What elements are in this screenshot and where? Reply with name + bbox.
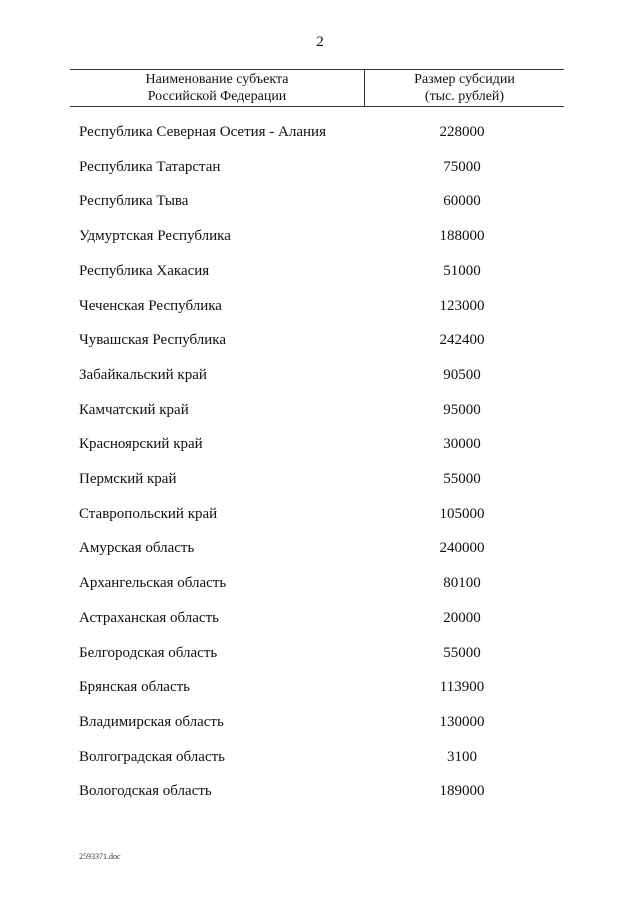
document-filename: 2593371.doc bbox=[79, 852, 121, 861]
subject-name-cell: Белгородская область bbox=[79, 644, 218, 661]
table-row bbox=[0, 601, 640, 636]
table-row bbox=[0, 150, 640, 185]
header-subsidy-amount-line2: (тыс. рублей) bbox=[424, 89, 505, 104]
subject-name-cell: Республика Татарстан bbox=[79, 158, 221, 175]
table-row bbox=[0, 740, 640, 775]
subsidy-amount-cell: 3100 bbox=[447, 748, 477, 765]
subsidy-amount-cell: 60000 bbox=[443, 193, 481, 210]
subject-name-cell: Удмуртская Республика bbox=[79, 228, 231, 245]
table-row bbox=[0, 323, 640, 358]
subsidy-amount-cell: 189000 bbox=[439, 783, 485, 800]
subsidy-amount-cell: 75000 bbox=[443, 158, 481, 175]
table-row bbox=[0, 358, 640, 393]
subsidy-amount-cell: 123000 bbox=[439, 297, 485, 314]
table-row bbox=[0, 462, 640, 497]
subsidy-amount-cell: 55000 bbox=[443, 471, 481, 487]
subsidy-amount-cell: 188000 bbox=[439, 228, 485, 245]
header-subsidy-amount-line1: Размер субсидии bbox=[414, 72, 515, 87]
subject-name-cell: Владимирская область bbox=[79, 713, 224, 730]
subsidy-amount-cell: 20000 bbox=[443, 609, 481, 626]
subsidy-amount-cell: 228000 bbox=[439, 124, 485, 140]
table-row bbox=[0, 115, 640, 150]
page-number: 2 bbox=[316, 34, 324, 50]
table-header bbox=[70, 69, 564, 107]
subject-name-cell: Красноярский край bbox=[79, 436, 203, 453]
header-subject-name-line2: Российской Федерации bbox=[147, 89, 287, 104]
subsidy-amount-cell: 240000 bbox=[439, 540, 485, 557]
header-subsidy-amount bbox=[365, 70, 564, 106]
subject-name-cell: Брянская область bbox=[79, 679, 191, 696]
subsidy-amount-cell: 113900 bbox=[439, 679, 485, 696]
subsidy-amount-cell: 95000 bbox=[443, 401, 481, 418]
table-row bbox=[0, 219, 640, 254]
subject-name-cell: Вологодская область bbox=[79, 783, 212, 800]
subject-name-cell: Пермский край bbox=[79, 471, 177, 487]
table-row bbox=[0, 393, 640, 428]
table-row bbox=[0, 427, 640, 462]
table-row bbox=[0, 184, 640, 219]
subject-name-cell: Волгоградская область bbox=[79, 748, 225, 765]
subject-name-cell: Чеченская Республика bbox=[79, 297, 222, 314]
table-row bbox=[0, 636, 640, 671]
subsidy-amount-cell: 80100 bbox=[443, 575, 481, 592]
table-row bbox=[0, 705, 640, 740]
subsidy-amount-cell: 105000 bbox=[439, 505, 485, 522]
subsidy-amount-cell: 30000 bbox=[443, 436, 481, 453]
table-row bbox=[0, 254, 640, 289]
subsidy-amount-cell: 130000 bbox=[439, 713, 485, 730]
subject-name-cell: Архангельская область bbox=[79, 575, 227, 592]
table-row bbox=[0, 497, 640, 532]
subject-name-cell: Республика Хакасия bbox=[79, 262, 210, 279]
subsidy-amount-cell: 51000 bbox=[443, 262, 481, 279]
subsidy-amount-cell: 242400 bbox=[439, 332, 485, 349]
subject-name-cell: Забайкальский край bbox=[79, 366, 207, 383]
table-row bbox=[0, 670, 640, 705]
subject-name-cell: Камчатский край bbox=[79, 401, 189, 418]
subject-name-cell: Республика Северная Осетия - Алания bbox=[79, 124, 326, 140]
subsidy-amount-cell: 55000 bbox=[443, 644, 481, 661]
table-row bbox=[0, 774, 640, 809]
table-row bbox=[0, 289, 640, 324]
table-row bbox=[0, 566, 640, 601]
header-subject-name-line1: Наименование субъекта bbox=[145, 72, 289, 87]
subject-name-cell: Республика Тыва bbox=[79, 193, 189, 210]
subsidy-amount-cell: 90500 bbox=[443, 366, 481, 383]
subject-name-cell: Ставропольский край bbox=[79, 505, 218, 522]
header-subject-name bbox=[70, 70, 365, 106]
subject-name-cell: Астраханская область bbox=[79, 609, 219, 626]
subject-name-cell: Амурская область bbox=[79, 540, 195, 557]
subject-name-cell: Чувашская Республика bbox=[79, 332, 227, 349]
table-row bbox=[0, 531, 640, 566]
